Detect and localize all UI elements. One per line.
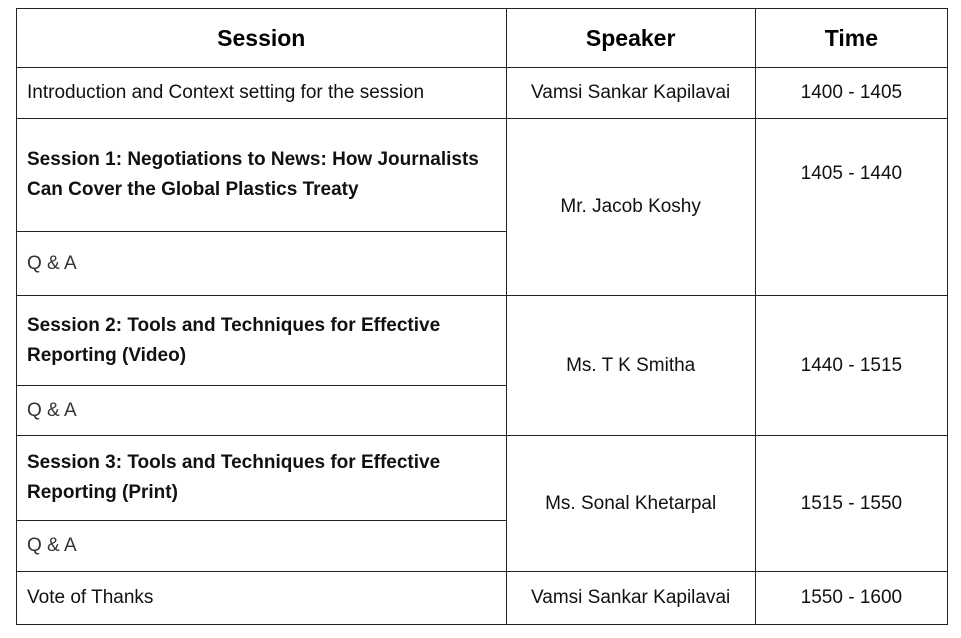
speaker-cell-session1: Mr. Jacob Koshy [506,119,755,296]
time-cell-session1: 1405 - 1440 [755,119,947,296]
time-cell-vote: 1550 - 1600 [755,572,947,625]
header-row [17,9,948,68]
session-cell-vote: Vote of Thanks [17,572,507,625]
table-row-session1 [17,119,948,232]
speaker-cell-intro: Vamsi Sankar Kapilavai [506,68,755,119]
table-row-intro [17,68,948,119]
agenda-table [16,8,948,625]
speaker-cell-session2: Ms. T K Smitha [506,296,755,436]
header-session: Session [17,9,507,68]
time-cell-session2: 1440 - 1515 [755,296,947,436]
time-cell-intro: 1400 - 1405 [755,68,947,119]
header-speaker: Speaker [506,9,755,68]
qa-cell-session2: Q & A [17,386,507,436]
session-cell-session1: Session 1: Negotiations to News: How Journalists Can Cover the Global Plastics Treaty [17,119,507,232]
session-cell-session2: Session 2: Tools and Techniques for Effective Reporting (Video) [17,296,507,386]
session-cell-intro: Introduction and Context setting for the session [17,68,507,119]
speaker-cell-vote: Vamsi Sankar Kapilavai [506,572,755,625]
session-cell-session3: Session 3: Tools and Techniques for Effective Reporting (Print) [17,436,507,521]
speaker-cell-session3: Ms. Sonal Khetarpal [506,436,755,572]
table-row-session3 [17,436,948,521]
qa-cell-session1: Q & A [17,232,507,296]
table-row-session2 [17,296,948,386]
qa-cell-session3: Q & A [17,521,507,572]
time-cell-session3: 1515 - 1550 [755,436,947,572]
header-time: Time [755,9,947,68]
table-row-vote [17,572,948,625]
